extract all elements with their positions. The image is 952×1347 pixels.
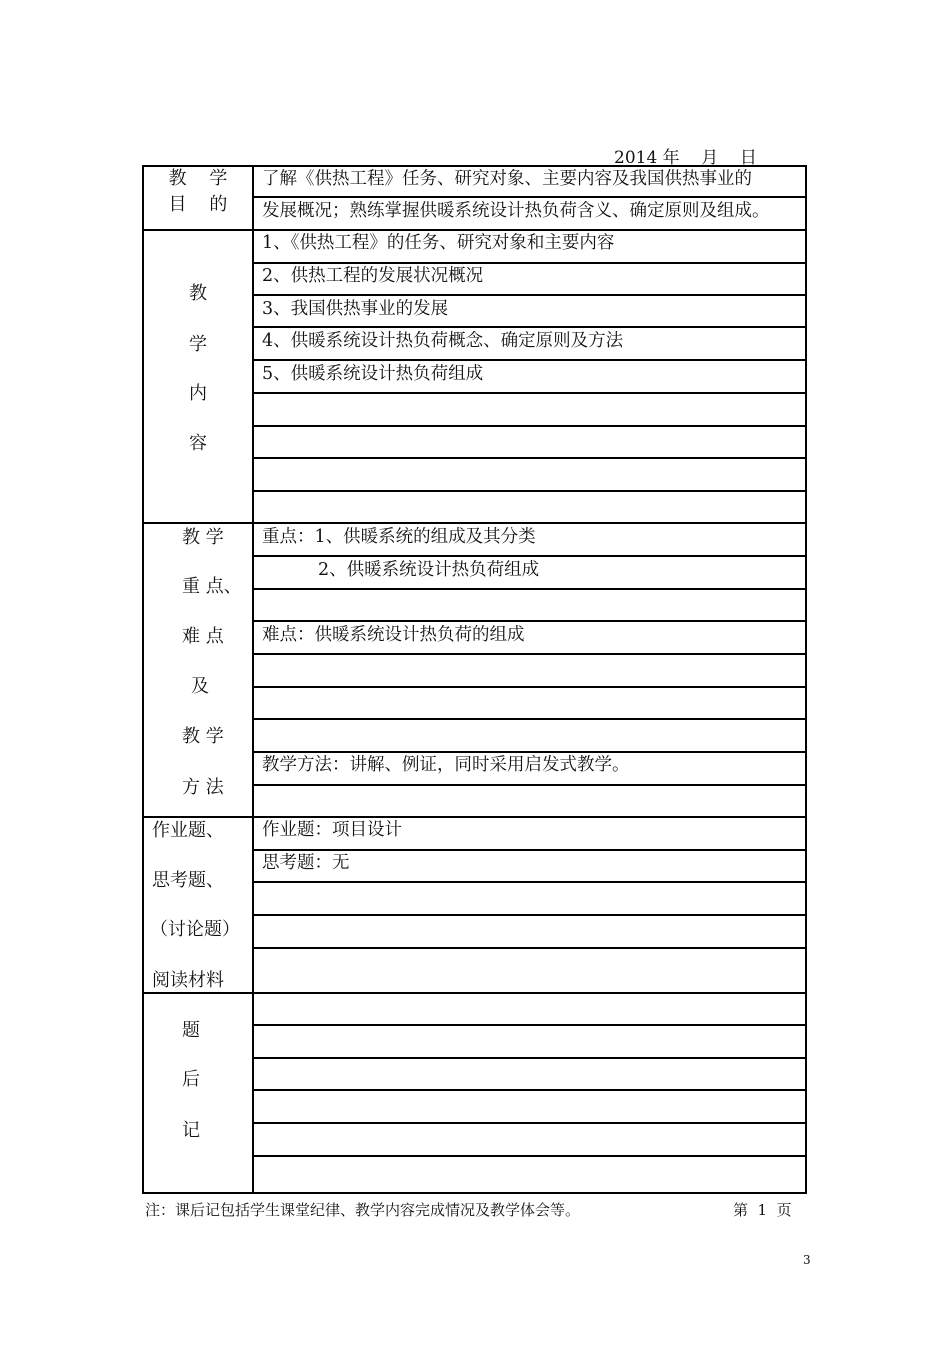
ruled-line (252, 751, 807, 753)
ruled-line (252, 1089, 807, 1091)
ruled-line (252, 196, 807, 198)
ruled-line (252, 849, 807, 851)
ruled-line (252, 555, 807, 557)
difficulty: 难点：供暖系统设计热负荷的组成 (262, 625, 525, 645)
ruled-line (252, 1122, 807, 1124)
footnote: 注：课后记包括学生课堂纪律、教学内容完成情况及教学体会等。 (145, 1201, 581, 1219)
ruled-line (252, 1155, 807, 1157)
thinking-question: 思考题：无 (262, 853, 350, 873)
content-item: 4、供暖系统设计热负荷概念、确定原则及方法 (262, 331, 624, 351)
content-item: 1、《供热工程》的任务、研究对象和主要内容 (262, 233, 615, 253)
ruled-line (252, 718, 807, 720)
content-item: 3、我国供热事业的发展 (262, 299, 449, 319)
ruled-line (252, 686, 807, 688)
teaching-method: 教学方法：讲解、例证，同时采用启发式教学。 (262, 755, 630, 775)
ruled-line (252, 653, 807, 655)
section-divider (142, 816, 807, 818)
ruled-line (252, 1057, 807, 1059)
page-indicator: 第 1 页 (733, 1201, 792, 1219)
section-divider (142, 229, 807, 231)
date-line: 2014 年 月 日 (614, 148, 757, 168)
ruled-line (252, 1024, 807, 1026)
ruled-line (252, 784, 807, 786)
ruled-line (252, 620, 807, 622)
lesson-plan-table (142, 165, 807, 1194)
ruled-line (252, 588, 807, 590)
key-point-1: 重点：1、供暖系统的组成及其分类 (262, 527, 536, 547)
ruled-line (252, 294, 807, 296)
key-point-2: 2、供暖系统设计热负荷组成 (318, 560, 540, 580)
section-divider (142, 992, 807, 994)
column-divider (252, 165, 254, 1194)
content-item: 2、供热工程的发展状况概况 (262, 266, 484, 286)
ruled-line (252, 881, 807, 883)
ruled-line (252, 914, 807, 916)
ruled-line (252, 425, 807, 427)
section-divider (142, 522, 807, 524)
ruled-line (252, 326, 807, 328)
ruled-line (252, 947, 807, 949)
ruled-line (252, 457, 807, 459)
content-item: 5、供暖系统设计热负荷组成 (262, 364, 484, 384)
ruled-line (252, 359, 807, 361)
homework-text: 作业题：项目设计 (262, 820, 402, 840)
ruled-line (252, 262, 807, 264)
page-number: 3 (803, 1253, 811, 1267)
ruled-line (252, 392, 807, 394)
ruled-line (252, 490, 807, 492)
